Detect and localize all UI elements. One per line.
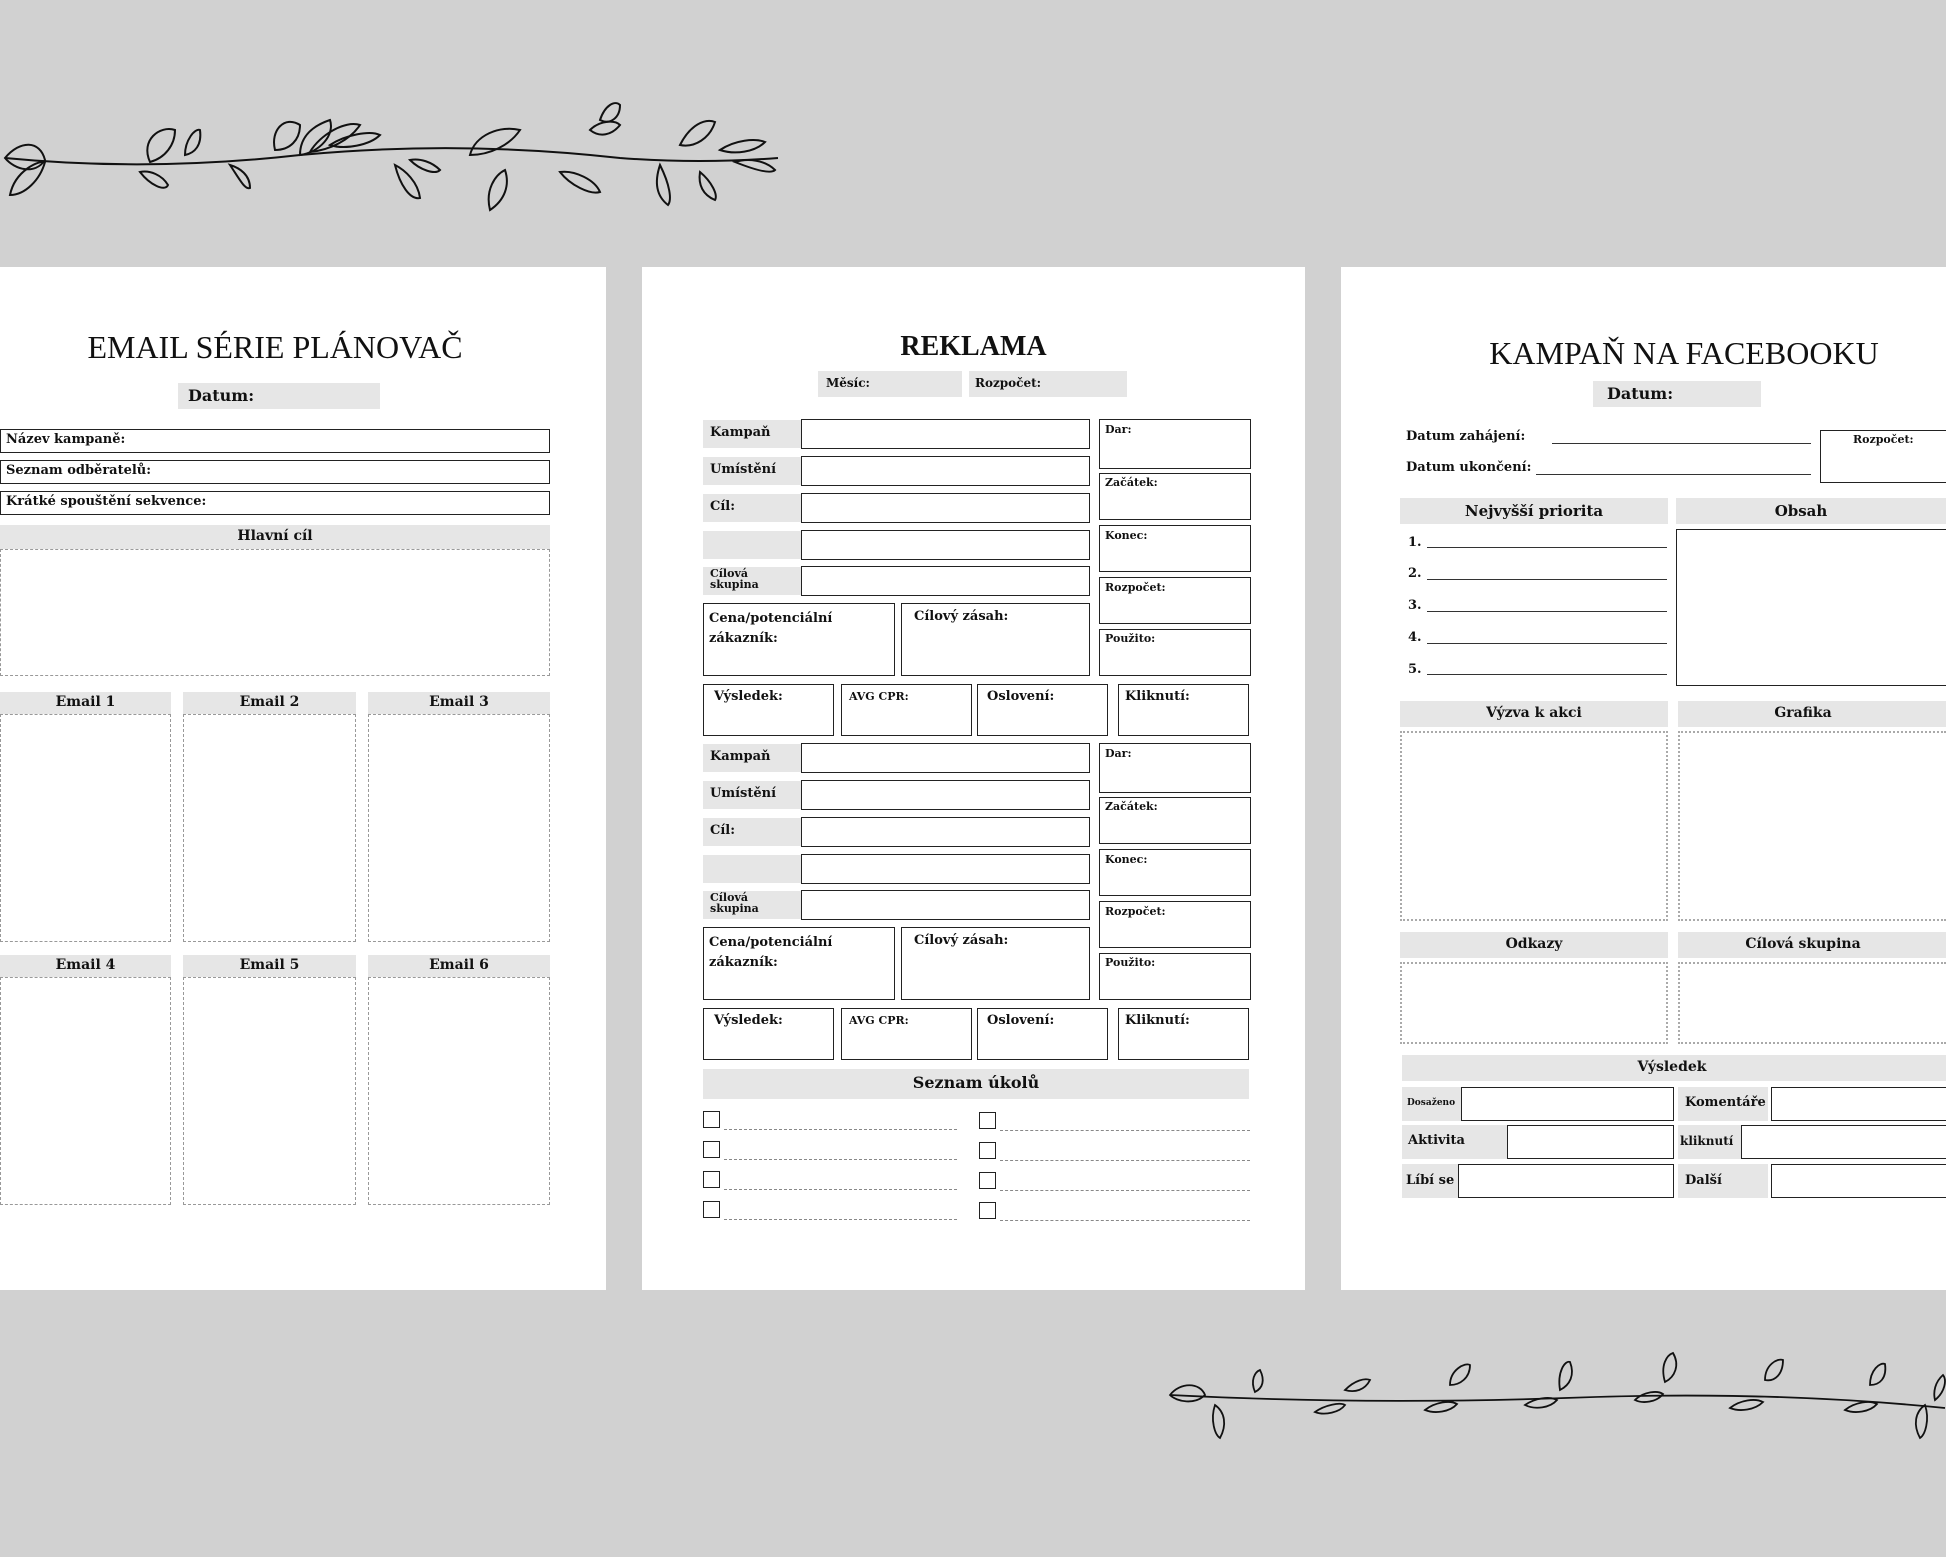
result-field[interactable]	[1771, 1164, 1946, 1198]
cost-per-lead-label: Cena/potenciální zákazník:	[709, 935, 833, 970]
date-label: Datum:	[1607, 384, 1674, 403]
page-title: REKLAMA	[900, 331, 1047, 362]
result-field[interactable]	[1741, 1125, 1946, 1159]
task-checkbox[interactable]	[979, 1202, 996, 1219]
task-checkbox[interactable]	[979, 1172, 996, 1189]
budget-label: Rozpočet:	[975, 376, 1042, 390]
priority-number: 2.	[1408, 566, 1422, 581]
ad-side-label: Začátek:	[1105, 476, 1158, 489]
audience-label: Cílová skupina	[1745, 936, 1861, 952]
field-label: Název kampaně:	[6, 432, 126, 447]
ad-row-field[interactable]	[801, 854, 1090, 884]
result-field[interactable]	[1771, 1087, 1946, 1121]
result-right-label: kliknutí	[1680, 1134, 1734, 1148]
task-list-label: Seznam úkolů	[912, 1073, 1040, 1092]
result-left-label: Dosaženo	[1407, 1098, 1456, 1108]
priority-line[interactable]	[1427, 674, 1667, 675]
month-label: Měsíc:	[826, 376, 870, 390]
task-checkbox[interactable]	[979, 1142, 996, 1159]
task-checkbox[interactable]	[703, 1111, 720, 1128]
priority-label: Nejvyšší priorita	[1464, 502, 1604, 520]
email-planner-page	[0, 267, 606, 1290]
stat-label: Oslovení:	[987, 1013, 1055, 1028]
ad-side-label: Začátek:	[1105, 800, 1158, 813]
task-checkbox[interactable]	[979, 1112, 996, 1129]
ad-row-field[interactable]	[801, 566, 1090, 596]
ad-row-label-bg	[703, 855, 801, 883]
ad-row-field[interactable]	[801, 817, 1090, 847]
result-field[interactable]	[1461, 1087, 1674, 1121]
ad-planner-page	[642, 267, 1305, 1290]
result-left-label: Aktivita	[1408, 1133, 1465, 1148]
email-label: Email 1	[55, 694, 116, 710]
result-field[interactable]	[1507, 1125, 1674, 1159]
ad-side-label: Konec:	[1105, 853, 1148, 866]
stat-label: AVG CPR:	[849, 1014, 909, 1027]
ad-row-label: Umístění	[710, 786, 777, 801]
main-goal-label: Hlavní cíl	[237, 528, 313, 544]
ad-side-label: Dar:	[1105, 423, 1132, 436]
stat-label: Výsledek:	[714, 689, 783, 704]
ad-row-field[interactable]	[801, 419, 1090, 449]
content-label: Obsah	[1774, 502, 1828, 520]
email-label: Email 6	[429, 957, 489, 973]
task-line[interactable]	[724, 1219, 957, 1220]
email-label: Email 2	[239, 694, 300, 710]
target-reach-label: Cílový zásah:	[914, 609, 1009, 624]
facebook-campaign-page	[1341, 267, 1946, 1290]
ad-row-field[interactable]	[801, 890, 1090, 920]
ad-row-label: Kampaň	[710, 749, 771, 764]
stat-label: Výsledek:	[714, 1013, 783, 1028]
ad-side-label: Dar:	[1105, 747, 1132, 760]
ad-row-label: Kampaň	[710, 425, 771, 440]
result-label: Výsledek	[1637, 1059, 1707, 1075]
priority-line[interactable]	[1427, 611, 1667, 612]
email-content-area[interactable]	[368, 714, 550, 942]
ad-row-field[interactable]	[801, 456, 1090, 486]
links-area[interactable]	[1400, 962, 1668, 1044]
result-field[interactable]	[1458, 1164, 1674, 1198]
priority-number: 1.	[1408, 535, 1422, 550]
priority-line[interactable]	[1427, 547, 1667, 548]
email-content-area[interactable]	[183, 977, 356, 1205]
priority-line[interactable]	[1427, 579, 1667, 580]
start-date-label: Datum zahájení:	[1406, 429, 1526, 444]
ad-row-field[interactable]	[801, 743, 1090, 773]
email-content-area[interactable]	[368, 977, 550, 1205]
cta-area[interactable]	[1400, 731, 1668, 921]
end-date-line[interactable]	[1536, 474, 1811, 475]
email-label: Email 3	[429, 694, 489, 710]
priority-line[interactable]	[1427, 643, 1667, 644]
priority-number: 5.	[1408, 662, 1422, 677]
ad-row-label: Cíl:	[710, 823, 736, 838]
date-label: Datum:	[188, 386, 255, 405]
result-right-label: Komentáře	[1685, 1095, 1766, 1110]
ad-side-label: Použito:	[1105, 632, 1156, 645]
start-date-line[interactable]	[1552, 443, 1811, 444]
page-title: EMAIL SÉRIE PLÁNOVAČ	[87, 329, 463, 365]
field-label: Seznam odběratelů:	[6, 463, 152, 478]
leaf-vine-decoration-bottom	[1165, 1350, 1946, 1460]
email-content-area[interactable]	[0, 714, 171, 942]
task-line[interactable]	[724, 1129, 957, 1130]
ad-row-field[interactable]	[801, 493, 1090, 523]
task-checkbox[interactable]	[703, 1171, 720, 1188]
content-area[interactable]	[1676, 529, 1946, 686]
stat-label: Kliknutí:	[1125, 689, 1190, 704]
result-left-label: Líbí se	[1406, 1173, 1455, 1188]
priority-number: 4.	[1408, 630, 1422, 645]
email-content-area[interactable]	[183, 714, 356, 942]
audience-area[interactable]	[1678, 962, 1946, 1044]
ad-row-label: Cílová skupina	[710, 567, 759, 591]
email-label: Email 5	[239, 957, 300, 973]
ad-side-label: Použito:	[1105, 956, 1156, 969]
task-line[interactable]	[1000, 1190, 1250, 1191]
links-label: Odkazy	[1505, 936, 1563, 952]
target-reach-label: Cílový zásah:	[914, 933, 1009, 948]
priority-number: 3.	[1408, 598, 1422, 613]
task-checkbox[interactable]	[703, 1141, 720, 1158]
stat-label: Kliknutí:	[1125, 1013, 1190, 1028]
graphics-area[interactable]	[1678, 731, 1946, 921]
page-title: KAMPAŇ NA FACEBOOKU	[1489, 335, 1879, 371]
ad-row-field[interactable]	[801, 530, 1090, 560]
cta-label: Výzva k akci	[1486, 705, 1582, 721]
email-content-area[interactable]	[0, 977, 171, 1205]
result-right-label: Další	[1685, 1173, 1722, 1188]
cost-per-lead-label: Cena/potenciální zákazník:	[709, 611, 833, 646]
ad-row-label: Cílová skupina	[710, 891, 759, 915]
ad-side-label: Konec:	[1105, 529, 1148, 542]
task-line[interactable]	[1000, 1160, 1250, 1161]
email-label: Email 4	[55, 957, 116, 973]
field-label: Krátké spouštění sekvence:	[6, 494, 207, 509]
task-checkbox[interactable]	[703, 1201, 720, 1218]
main-goal-area[interactable]	[0, 549, 550, 676]
stat-label: AVG CPR:	[849, 690, 909, 703]
graphics-label: Grafika	[1774, 705, 1832, 721]
task-line[interactable]	[724, 1189, 957, 1190]
task-line[interactable]	[1000, 1130, 1250, 1131]
leaf-vine-decoration-top	[0, 100, 790, 220]
ad-row-label-bg	[703, 531, 801, 559]
ad-side-label: Rozpočet:	[1105, 905, 1166, 918]
ad-row-field[interactable]	[801, 780, 1090, 810]
end-date-label: Datum ukončení:	[1406, 460, 1532, 475]
ad-row-label: Cíl:	[710, 499, 736, 514]
stat-label: Oslovení:	[987, 689, 1055, 704]
task-line[interactable]	[1000, 1220, 1250, 1221]
task-line[interactable]	[724, 1159, 957, 1160]
ad-row-label: Umístění	[710, 462, 777, 477]
budget-label: Rozpočet:	[1853, 433, 1914, 446]
ad-side-label: Rozpočet:	[1105, 581, 1166, 594]
